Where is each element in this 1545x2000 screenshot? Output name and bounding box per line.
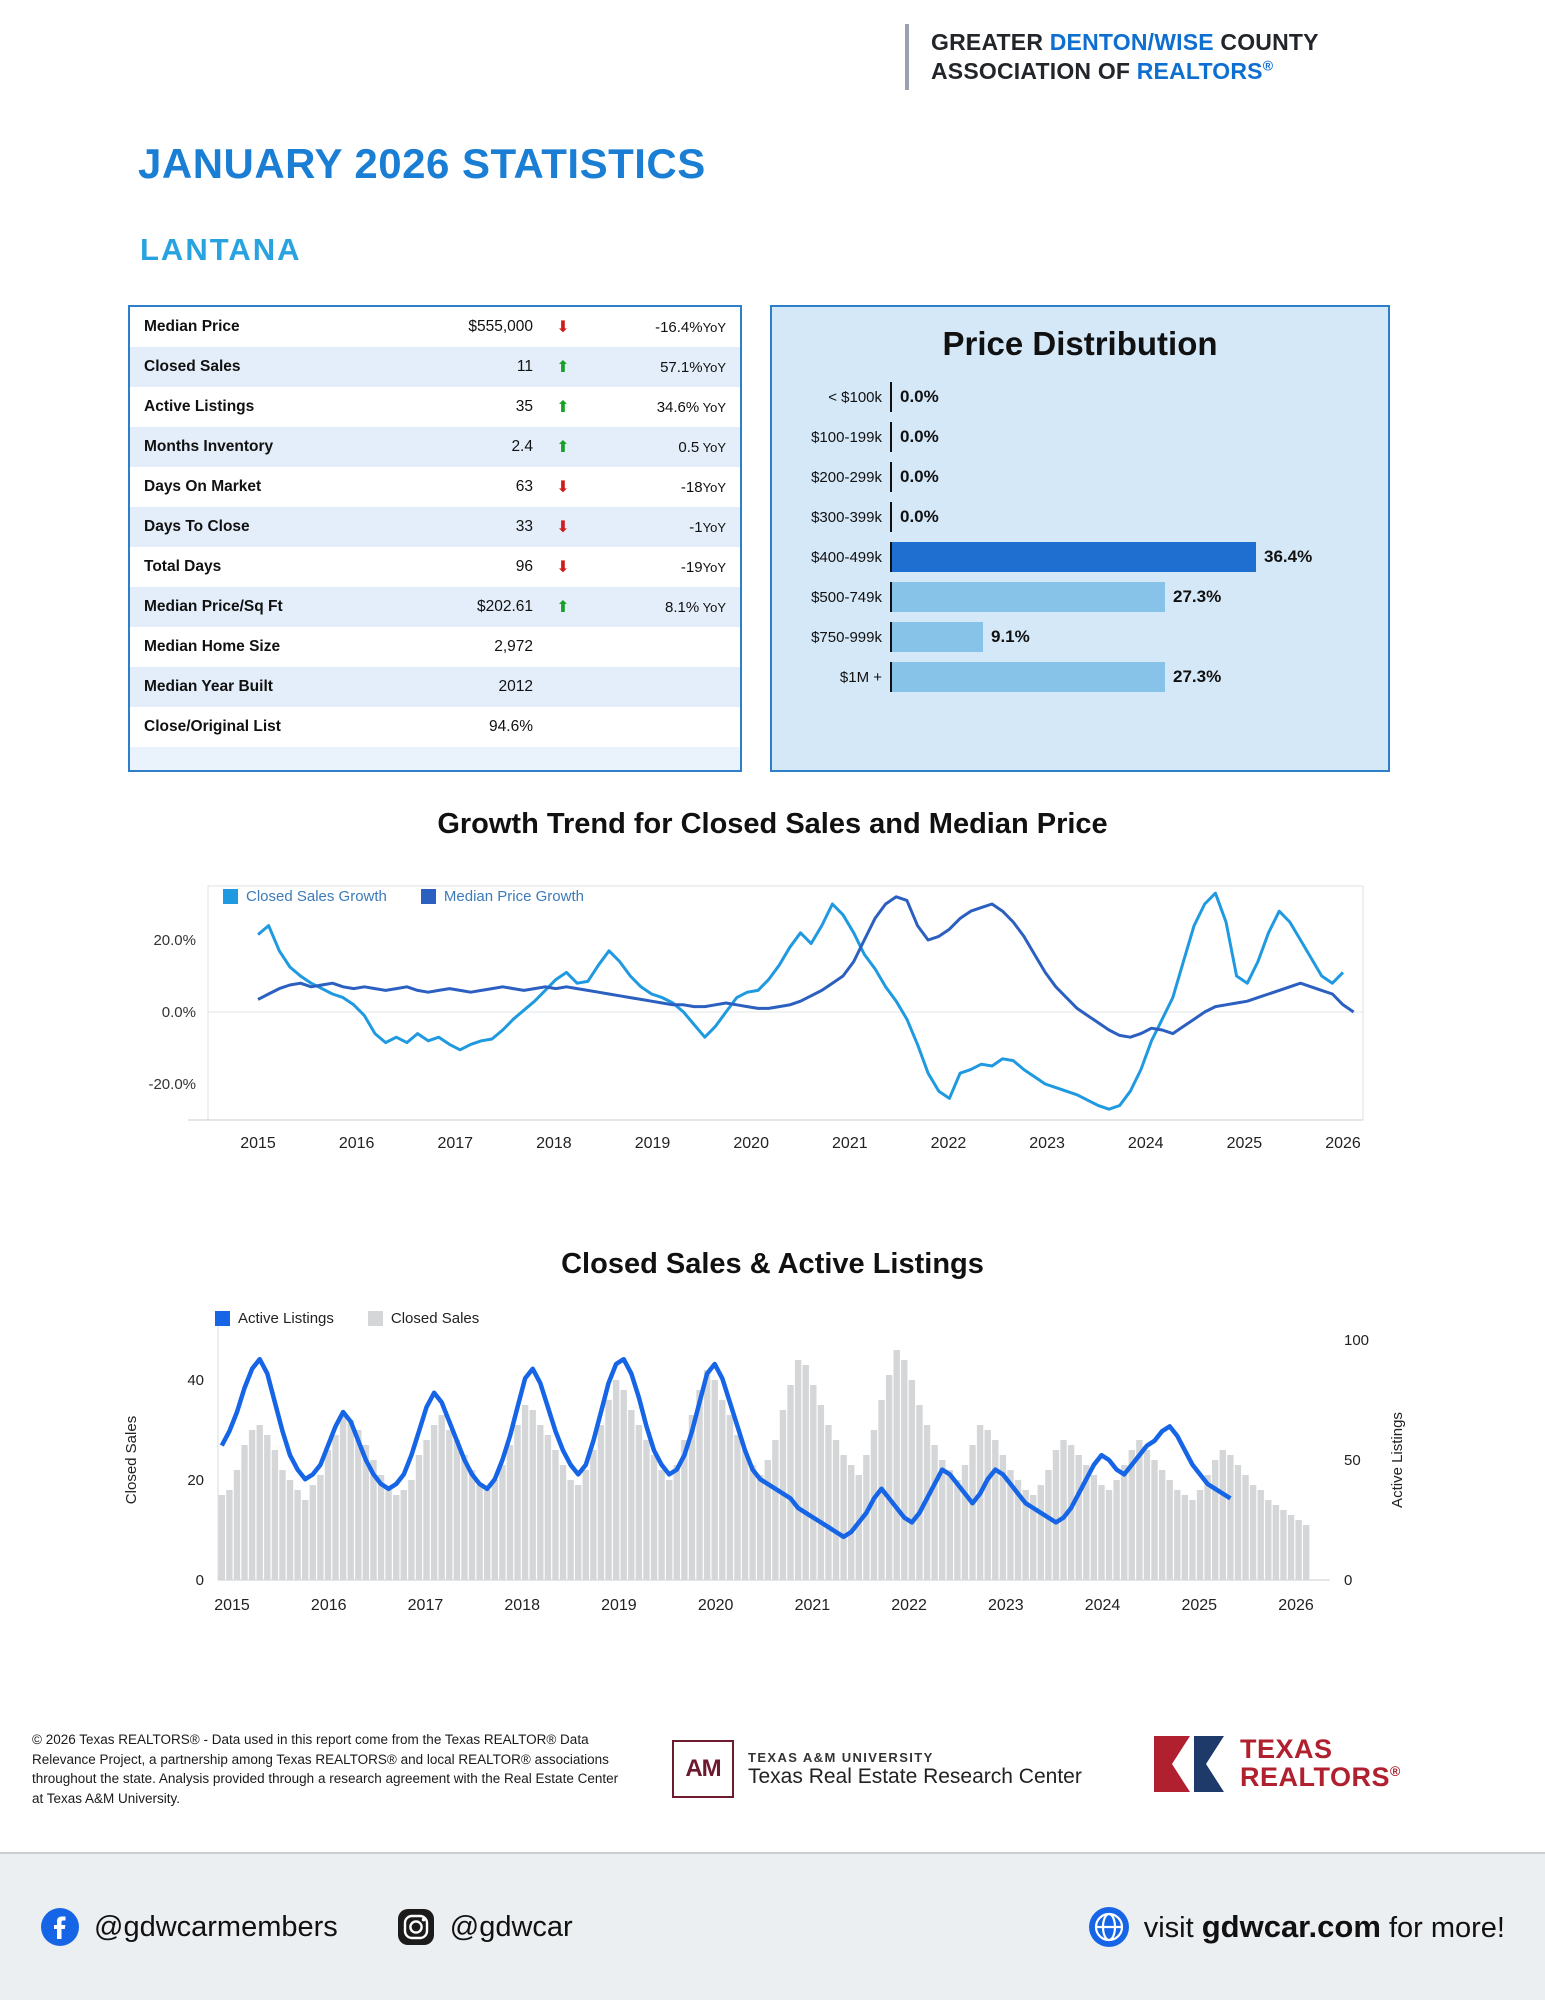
stat-value: 2012: [498, 678, 533, 695]
association-name: [931, 28, 1319, 87]
table-row: [130, 307, 740, 347]
stat-label: Close/Original List: [144, 718, 281, 735]
svg-text:2015: 2015: [214, 1597, 250, 1614]
trend-up-icon: ⬆: [556, 599, 570, 616]
price-band-track: [890, 502, 1388, 532]
stat-label: Days On Market: [144, 478, 262, 495]
trend-down-icon: ⬇: [556, 519, 570, 536]
svg-text:2015: 2015: [240, 1135, 276, 1152]
svg-text:2025: 2025: [1226, 1135, 1263, 1152]
globe-icon[interactable]: [1088, 1906, 1130, 1948]
price-band-value: 27.3%: [1173, 667, 1222, 686]
visit-label: [1144, 1909, 1505, 1945]
svg-text:2021: 2021: [832, 1135, 868, 1152]
svg-text:2019: 2019: [634, 1135, 671, 1152]
stat-label: Median Price/Sq Ft: [144, 598, 283, 615]
stat-label: Total Days: [144, 558, 222, 575]
legend-swatch: [215, 1311, 230, 1326]
legend-swatch: [421, 889, 436, 904]
svg-text:2017: 2017: [437, 1135, 474, 1152]
stat-yoy: -16.4%YoY: [655, 318, 726, 336]
price-distribution-row: [772, 617, 1388, 657]
svg-text:0.0%: 0.0%: [161, 1004, 196, 1021]
svg-text:2017: 2017: [407, 1597, 444, 1614]
texas-realtors-wordmark: [1240, 1736, 1401, 1791]
closed-sales-chart-svg: [110, 1300, 1430, 1650]
svg-text:2021: 2021: [794, 1597, 831, 1614]
stat-label: Median Home Size: [144, 638, 281, 655]
growth-chart-legend: [223, 888, 584, 905]
price-band-value: 9.1%: [991, 627, 1030, 646]
stat-yoy: 57.1%YoY: [660, 358, 726, 376]
texas-realtors-line1: TEXAS: [1240, 1734, 1333, 1765]
price-band-value: 0.0%: [900, 467, 939, 486]
table-row: [130, 587, 740, 627]
facebook-icon[interactable]: [40, 1907, 80, 1947]
texas-realtors-line2: REALTORS: [1240, 1762, 1391, 1792]
price-band-track: [890, 662, 1388, 692]
stat-label: Median Year Built: [144, 678, 273, 695]
svg-text:2019: 2019: [601, 1597, 637, 1614]
table-row: [130, 507, 740, 547]
trend-up-icon: ⬆: [556, 399, 570, 416]
page-subtitle: LANTANA: [140, 232, 302, 267]
table-row: [130, 667, 740, 707]
svg-text:2024: 2024: [1127, 1135, 1164, 1152]
tamu-badge-icon: AM: [672, 1740, 734, 1798]
price-band-label: $500-749k: [811, 588, 882, 606]
price-distribution-panel: [770, 305, 1390, 772]
svg-text:2020: 2020: [733, 1135, 769, 1152]
svg-text:2022: 2022: [930, 1135, 967, 1152]
price-band-label: $1M +: [839, 668, 882, 686]
texas-realtors-reg: ®: [1390, 1763, 1401, 1779]
price-band-label: < $100k: [828, 388, 882, 406]
svg-text:2016: 2016: [338, 1135, 375, 1152]
table-row: [130, 427, 740, 467]
price-distribution-row: [772, 377, 1388, 417]
price-distribution-row: [772, 657, 1388, 697]
stat-label: Closed Sales: [144, 358, 241, 375]
trend-down-icon: ⬇: [556, 319, 570, 336]
closed-sales-chart-legend: [215, 1310, 479, 1327]
facebook-handle-group[interactable]: [40, 1907, 338, 1947]
legend-item: [421, 888, 584, 905]
price-distribution-row: [772, 577, 1388, 617]
svg-text:20: 20: [187, 1472, 204, 1489]
header-line2-b: REALTORS: [1136, 58, 1263, 84]
price-distribution-rows: [772, 377, 1388, 697]
stat-yoy: -1YoY: [689, 518, 726, 536]
stat-value: 63: [515, 478, 533, 495]
svg-text:2018: 2018: [536, 1135, 572, 1152]
stat-label: Median Price: [144, 318, 240, 335]
copyright-text: © 2026 Texas REALTORS® - Data used in this report come from the Texas REALTOR® Data Relevance Project, a partnership among Texas REALTORS® and local REALTOR® associations throughout the state. Analysis provided through a research agreement with the Real Estate Center at Texas A&M University.: [32, 1732, 619, 1806]
legend-swatch: [223, 889, 238, 904]
stat-label: Months Inventory: [144, 438, 274, 455]
growth-trend-chart: [118, 868, 1418, 1178]
closed-sales-active-listings-chart: [110, 1300, 1430, 1650]
header-line1-c: COUNTY: [1213, 28, 1319, 55]
price-band-label: $400-499k: [811, 548, 882, 566]
registered-mark: ®: [1262, 57, 1274, 74]
price-band-track: [890, 462, 1388, 492]
table-row: [130, 547, 740, 587]
svg-text:40: 40: [187, 1372, 204, 1389]
svg-text:2016: 2016: [310, 1597, 347, 1614]
trend-up-icon: ⬆: [556, 439, 570, 456]
table-row: [130, 347, 740, 387]
svg-text:-20.0%: -20.0%: [148, 1076, 196, 1093]
trend-up-icon: ⬆: [556, 359, 570, 376]
stat-value: 11: [516, 358, 533, 375]
price-band-value: 27.3%: [1173, 587, 1222, 606]
texas-realtors-logo: [1150, 1730, 1401, 1798]
price-band-track: [890, 622, 1388, 652]
legend-item: [215, 1310, 334, 1327]
stat-value: $202.61: [476, 598, 533, 615]
price-band-value: 36.4%: [1264, 547, 1313, 566]
stat-yoy: 34.6% YoY: [656, 398, 726, 416]
visit-suffix: for more!: [1380, 1912, 1505, 1944]
legend-item: [223, 888, 387, 905]
website-url[interactable]: gdwcar.com: [1201, 1909, 1381, 1944]
stat-yoy: 8.1% YoY: [665, 598, 726, 616]
svg-text:20.0%: 20.0%: [153, 932, 196, 949]
stat-value: 94.6%: [489, 718, 533, 735]
legend-label: Closed Sales: [390, 1310, 480, 1327]
growth-chart-title: Growth Trend for Closed Sales and Median Price: [437, 808, 1108, 840]
price-band-label: $750-999k: [811, 628, 882, 646]
trend-down-icon: ⬇: [556, 559, 570, 576]
stat-yoy: 0.5 YoY: [678, 438, 726, 456]
stat-yoy: -18YoY: [680, 478, 726, 496]
svg-text:Closed Sales: Closed Sales: [123, 1415, 140, 1505]
legend-label: Median Price Growth: [443, 888, 584, 905]
price-distribution-row: [772, 417, 1388, 457]
legend-label: Active Listings: [238, 1310, 334, 1327]
instagram-handle-group[interactable]: [396, 1907, 573, 1947]
legend-item: [368, 1310, 479, 1327]
stat-value: 2,972: [494, 638, 533, 655]
svg-text:2026: 2026: [1325, 1135, 1361, 1152]
svg-text:2026: 2026: [1278, 1597, 1314, 1614]
svg-text:Active Listings: Active Listings: [1389, 1412, 1406, 1508]
stat-value: 35: [515, 398, 533, 415]
stat-value: 96: [515, 558, 533, 575]
association-header: [905, 22, 1505, 92]
price-band-track: [890, 582, 1388, 612]
growth-chart-svg: [118, 868, 1418, 1178]
svg-text:2023: 2023: [988, 1597, 1024, 1614]
tamu-line1: TEXAS A&M UNIVERSITY: [748, 1749, 934, 1765]
price-band-value: 0.0%: [900, 507, 939, 526]
header-line2-a: ASSOCIATION OF: [931, 58, 1137, 84]
tamu-logo: [672, 1740, 1082, 1798]
svg-text:100: 100: [1344, 1332, 1370, 1349]
svg-text:2025: 2025: [1181, 1597, 1218, 1614]
stat-label: Active Listings: [144, 398, 255, 415]
stat-value: $555,000: [468, 318, 533, 335]
svg-text:2022: 2022: [891, 1597, 927, 1614]
price-band-label: $100-199k: [811, 428, 882, 446]
header-line1-a: GREATER: [931, 28, 1050, 55]
price-band-label: $200-299k: [811, 468, 882, 486]
table-row: [130, 387, 740, 427]
closed-sales-chart-title: Closed Sales & Active Listings: [561, 1248, 984, 1280]
instagram-handle[interactable]: @gdwcar: [449, 1910, 573, 1943]
price-band-bar: [892, 542, 1256, 572]
instagram-icon[interactable]: [396, 1907, 436, 1947]
table-row: [130, 627, 740, 667]
price-distribution-row: [772, 457, 1388, 497]
texas-realtors-mark-icon: [1150, 1730, 1228, 1798]
visit-website-group[interactable]: [1088, 1906, 1505, 1948]
price-distribution-title: Price Distribution: [942, 325, 1218, 362]
stat-label: Days To Close: [144, 518, 250, 535]
visit-prefix: visit: [1143, 1912, 1202, 1944]
page-title: JANUARY 2026 STATISTICS: [138, 140, 706, 187]
price-band-track: [890, 382, 1388, 412]
trend-down-icon: ⬇: [556, 479, 570, 496]
facebook-handle[interactable]: @gdwcarmembers: [94, 1910, 338, 1943]
price-band-label: $300-399k: [811, 508, 882, 526]
stat-yoy: -19YoY: [680, 558, 726, 576]
table-row: [130, 467, 740, 507]
svg-text:0: 0: [195, 1572, 204, 1589]
price-band-bar: [892, 662, 1165, 692]
social-footer-bar: [0, 1852, 1545, 2000]
statistics-table: [128, 305, 742, 772]
header-divider: [905, 24, 909, 90]
price-band-value: 0.0%: [900, 427, 939, 446]
svg-text:2018: 2018: [504, 1597, 540, 1614]
svg-text:2020: 2020: [697, 1597, 734, 1614]
legend-swatch: [368, 1311, 383, 1326]
price-band-bar: [892, 582, 1165, 612]
svg-text:0: 0: [1344, 1572, 1353, 1589]
stat-value: 33: [515, 518, 533, 535]
price-band-value: 0.0%: [900, 387, 939, 406]
table-row: [130, 707, 740, 747]
price-band-track: [890, 422, 1388, 452]
svg-text:50: 50: [1344, 1452, 1361, 1469]
tamu-line2: Texas Real Estate Research Center: [748, 1764, 1082, 1788]
legend-label: Closed Sales Growth: [246, 888, 387, 905]
svg-text:2023: 2023: [1029, 1135, 1065, 1152]
svg-text:2024: 2024: [1084, 1597, 1121, 1614]
price-distribution-row: [772, 497, 1388, 537]
price-band-bar: [892, 622, 983, 652]
price-band-track: [890, 542, 1388, 572]
header-line1-b: DENTON/WISE: [1049, 28, 1214, 55]
price-distribution-row: [772, 537, 1388, 577]
stat-value: 2.4: [511, 438, 533, 455]
